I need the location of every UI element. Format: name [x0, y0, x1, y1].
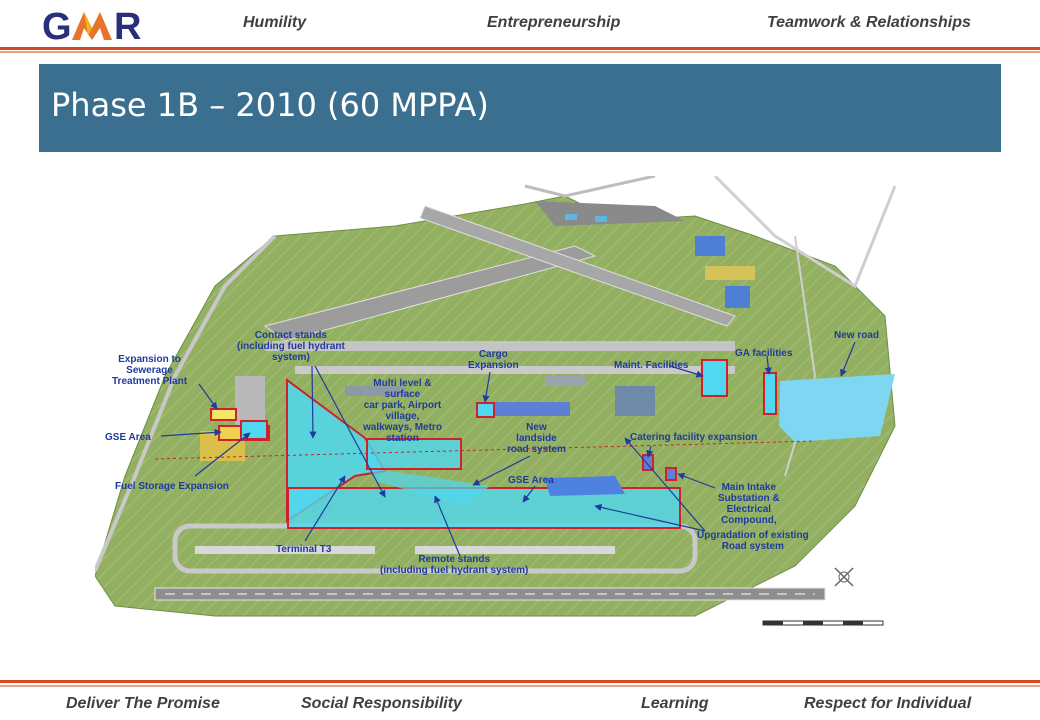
label-maint-facilities: Maint. Facilities [614, 360, 689, 371]
label-remote-stands: Remote stands (including fuel hydrant system) [380, 554, 529, 576]
label-new-road: New road [834, 330, 880, 341]
page-title: Phase 1B – 2010 (60 MPPA) [51, 86, 489, 124]
value-social-responsibility: Social Responsibility [301, 695, 462, 712]
value-learning: Learning [641, 695, 709, 712]
main-intake-box [666, 468, 676, 480]
label-contact-stands: Contact stands (including fuel hydrant system) [237, 330, 345, 363]
value-respect-individual: Respect for Individual [804, 695, 972, 712]
value-humility: Humility [243, 14, 307, 31]
building [615, 386, 655, 416]
scale-bar [763, 621, 883, 625]
gmr-logo [42, 6, 160, 44]
airport-master-plan-map [95, 176, 915, 666]
value-teamwork: Teamwork & Relationships [767, 14, 971, 31]
ga-facilities-box [764, 373, 776, 414]
footer-rule [0, 680, 1040, 683]
label-new-landside-road: New landside road system [507, 422, 566, 455]
label-expansion-sewerage: Expansion to Sewerage Treatment Plant [112, 354, 188, 387]
compass-rose-icon [835, 568, 853, 586]
label-main-intake: Main Intake Substation & Electrical Compound, [718, 482, 780, 526]
header-rule-thin [0, 51, 1040, 53]
label-cargo-expansion: Cargo Expansion [468, 349, 519, 371]
maint-facilities-box [702, 360, 727, 396]
label-gse-area-left: GSE Area [105, 432, 151, 443]
label-terminal-t3: Terminal T3 [276, 544, 332, 555]
cargo-expansion-box [477, 403, 494, 417]
catering-box [643, 455, 653, 470]
label-gse-area-center: GSE Area [508, 475, 554, 486]
header-rule [0, 47, 1040, 50]
sewerage-expansion-box [211, 409, 236, 420]
value-deliver-promise: Deliver The Promise [66, 695, 220, 712]
label-catering-expansion: Catering facility expansion [630, 432, 758, 443]
reservoir [779, 374, 895, 442]
footer-rule-thin [0, 685, 1040, 687]
label-upgradation-road: Upgradation of existing Road system [697, 530, 809, 552]
svg-text:R: R [114, 6, 142, 44]
title-banner [39, 64, 1001, 152]
value-entrepreneurship: Entrepreneurship [487, 14, 621, 31]
label-multi-level-carpark: Multi level & surface car park, Airport village, walkways, Metro station [363, 378, 442, 444]
label-fuel-storage: Fuel Storage Expansion [115, 481, 229, 492]
svg-text:G: G [42, 6, 72, 44]
label-ga-facilities: GA facilities [735, 348, 793, 359]
